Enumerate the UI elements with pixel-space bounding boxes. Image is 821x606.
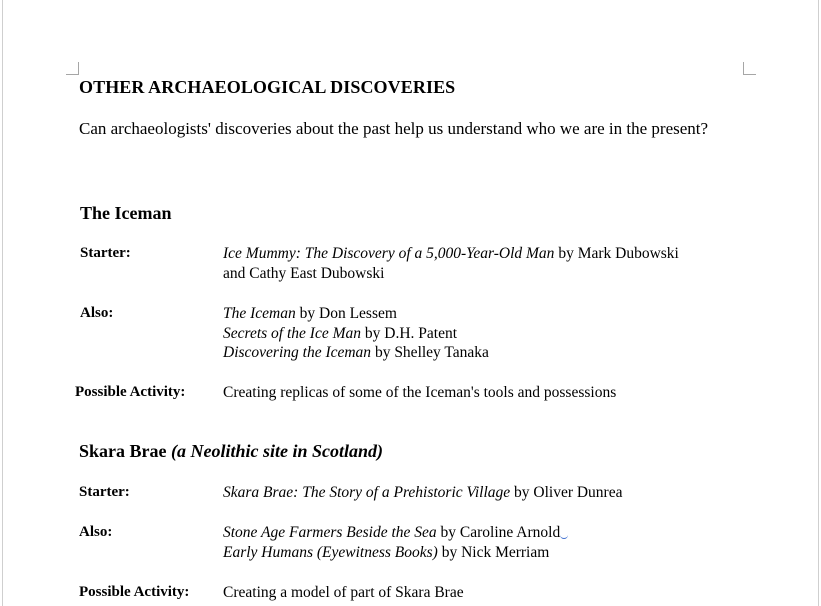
book-title: Stone Age Farmers Beside the Sea xyxy=(223,524,437,541)
book-author: by Shelley Tanaka xyxy=(371,344,489,361)
section-title-text: The Iceman xyxy=(80,203,172,223)
also-line xyxy=(223,324,457,344)
book-author: by Caroline Arnold xyxy=(436,524,561,541)
activity-label: Possible Activity: xyxy=(79,584,190,600)
intro-paragraph: Can archaeologists' discoveries about the past help us understand who we are in the present? xyxy=(79,119,709,138)
book-title: Secrets of the Ice Man xyxy=(223,325,362,342)
activity-text: Creating a model of part of Skara Brae xyxy=(223,584,464,601)
document-title: OTHER ARCHAEOLOGICAL DISCOVERIES xyxy=(79,77,456,97)
spellcheck-squiggle xyxy=(560,534,568,539)
section-title-iceman xyxy=(80,203,172,224)
margin-corner-top-left xyxy=(66,62,79,75)
book-title: Early Humans (Eyewitness Books) xyxy=(223,544,438,561)
starter-line xyxy=(223,264,384,284)
section-title-skara-brae xyxy=(79,441,383,462)
book-title: Ice Mummy: The Discovery of a 5,000-Year-Old Man xyxy=(223,245,555,262)
book-author: and Cathy East Dubowski xyxy=(223,265,385,282)
also-label: Also: xyxy=(80,305,114,321)
also-label: Also: xyxy=(79,524,113,540)
activity-text: Creating replicas of some of the Iceman's tools and possessions xyxy=(223,384,617,401)
also-line xyxy=(223,543,549,563)
page-edge-right xyxy=(818,0,819,606)
also-line xyxy=(223,523,568,543)
section-title-text: Skara Brae xyxy=(79,441,171,461)
activity-label: Possible Activity: xyxy=(75,384,186,400)
margin-corner-top-right xyxy=(743,62,756,75)
book-title: Discovering the Iceman xyxy=(223,344,372,361)
starter-label: Starter: xyxy=(80,245,131,261)
book-author: by Oliver Dunrea xyxy=(510,484,623,501)
book-author: by Mark Dubowski xyxy=(554,245,679,262)
book-author: by Nick Merriam xyxy=(437,544,550,561)
starter-line xyxy=(223,244,679,264)
section-title-suffix: (a Neolithic site in Scotland) xyxy=(171,441,384,461)
book-author: by D.H. Patent xyxy=(361,325,458,342)
starter-line xyxy=(223,483,622,503)
book-title: The Iceman xyxy=(223,305,296,322)
book-author: by Don Lessem xyxy=(295,305,397,322)
page-edge-left xyxy=(2,0,3,606)
book-title: Skara Brae: The Story of a Prehistoric Village xyxy=(223,484,511,501)
starter-label: Starter: xyxy=(79,484,130,500)
also-line xyxy=(223,304,397,324)
also-line xyxy=(223,343,489,363)
